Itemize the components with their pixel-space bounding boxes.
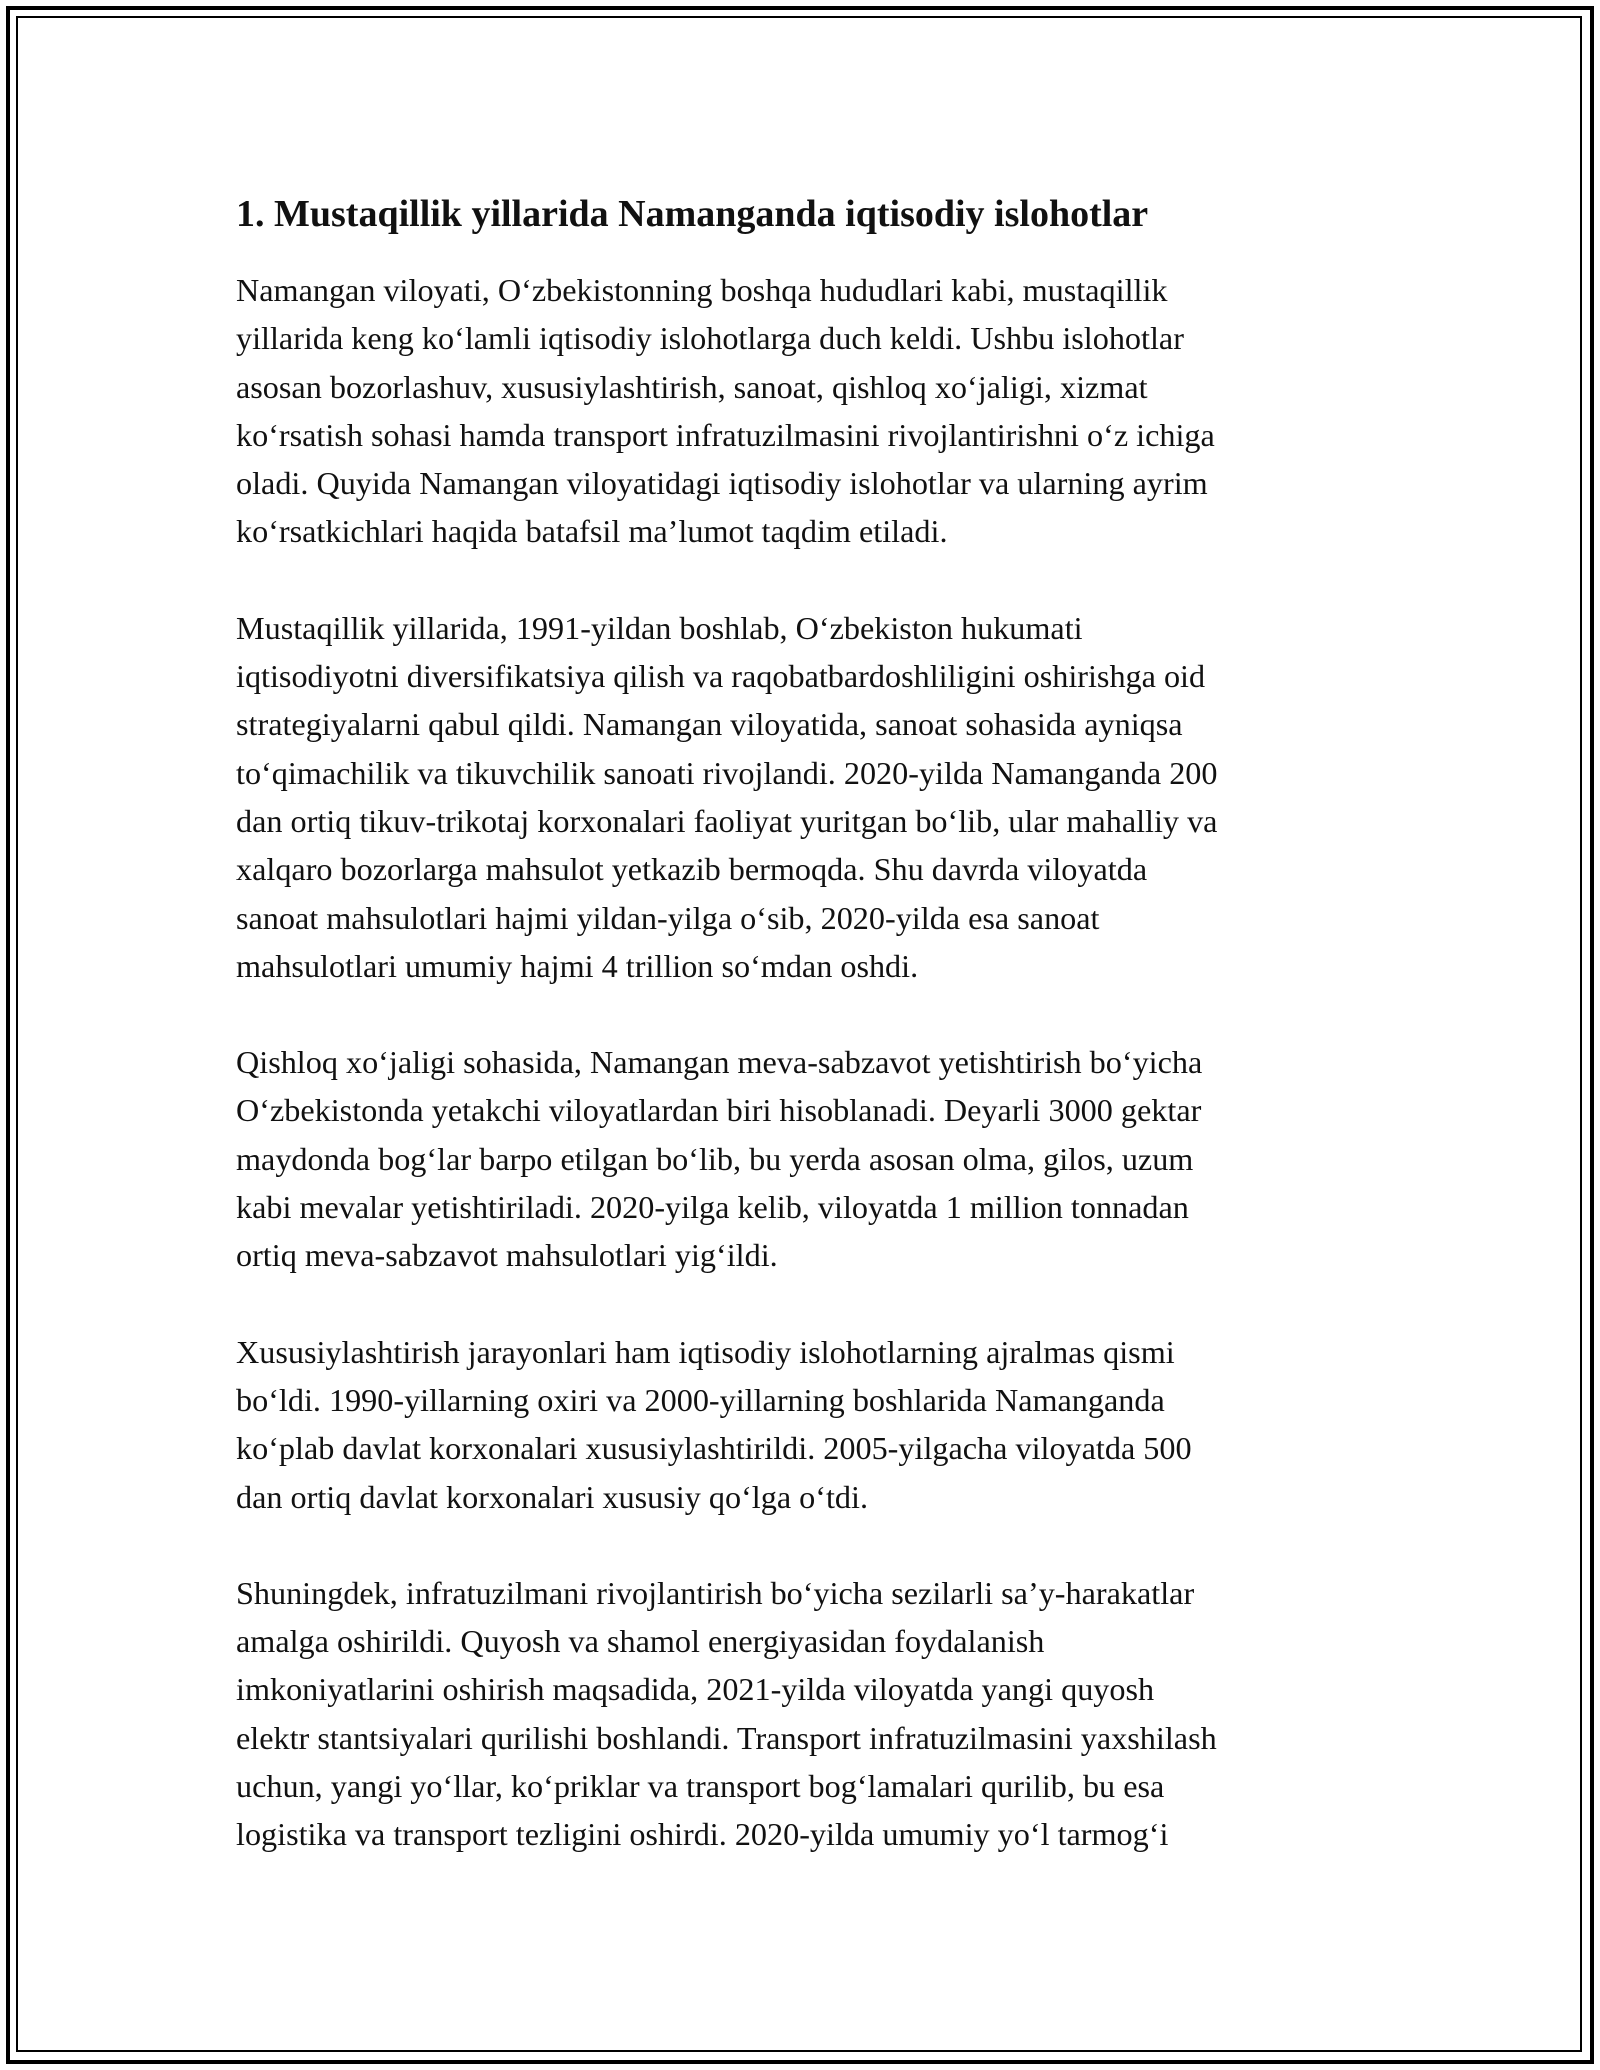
document-body [236,188,1366,1907]
paragraph-privatization: Xususiylashtirish jarayonlari ham iqtisodiy islohotlarning ajralmas qismi bo‘ldi. 1990-yillarning oxiri va 2000-yillarning boshlarida Namanganda ko‘plab davlat korxonalari xususiylashtirildi. 2005-yilgacha viloyatda 500 dan ortiq davlat korxonalari xususiy qo‘lga o‘tdi. [236,1333,1192,1515]
section-heading: 1. Mustaqillik yillarida Namanganda iqtisodiy islohotlar [236,193,1149,235]
paragraph-intro: Namangan viloyati, O‘zbekistonning boshqa hududlari kabi, mustaqillik yillarida keng ko‘lamli iqtisodiy islohotlarga duch keldi. Ushbu islohotlar asosan bozorlashuv, xususiylashtirish, sanoat, qishloq xo‘jaligi, xizmat ko‘rsatish sohasi hamda transport infratuzilmasini rivojlantirishni o‘z ichiga oladi. Quyida Namangan viloyatidagi iqtisodiy islohotlar va ularning ayrim ko‘rsatkichlari haqida batafsil ma’lumot taqdim etiladi. [236,272,1215,550]
paragraph-industry: Mustaqillik yillarida, 1991-yildan boshlab, O‘zbekiston hukumati iqtisodiyotni diversifikatsiya qilish va raqobatbardoshliligini oshirishga oid strategiyalarni qabul qildi. Namangan viloyatida, sanoat sohasida ayniqsa to‘qimachilik va tikuvchilik sanoati rivojlandi. 2020-yilda Namanganda 200 dan ortiq tikuv-trikotaj korxonalari faoliyat yuritgan bo‘lib, ular mahalliy va xalqaro bozorlarga mahsulot yetkazib bermoqda. Shu davrda viloyatda sanoat mahsulotlari hajmi yildan-yilga o‘sib, 2020-yilda esa sanoat mahsulotlari umumiy hajmi 4 trillion so‘mdan oshdi. [236,609,1218,984]
paragraph-agriculture: Qishloq xo‘jaligi sohasida, Namangan meva-sabzavot yetishtirish bo‘yicha O‘zbekistonda yetakchi viloyatlardan biri hisoblanadi. Deyarli 3000 gektar maydonda bog‘lar barpo etilgan bo‘lib, bu yerda asosan olma, gilos, uzum kabi mevalar yetishtiriladi. 2020-yilga kelib, viloyatda 1 million tonnadan ortiq meva-sabzavot mahsulotlari yig‘ildi. [236,1044,1203,1274]
paragraph-infrastructure: Shuningdek, infratuzilmani rivojlantirish bo‘yicha sezilarli sa’y-harakatlar amalga oshirildi. Quyosh va shamol energiyasidan foydalanish imkoniyatlarini oshirish maqsadida, 2021-yilda viloyatda yangi quyosh elektr stantsiyalari qurilishi boshlandi. Transport infratuzilmasini yaxshilash uchun, yangi yo‘llar, ko‘priklar va transport bog‘lamalari qurilib, bu esa logistika va transport tezligini oshirdi. 2020-yilda umumiy yo‘l tarmog‘i [236,1574,1217,1853]
